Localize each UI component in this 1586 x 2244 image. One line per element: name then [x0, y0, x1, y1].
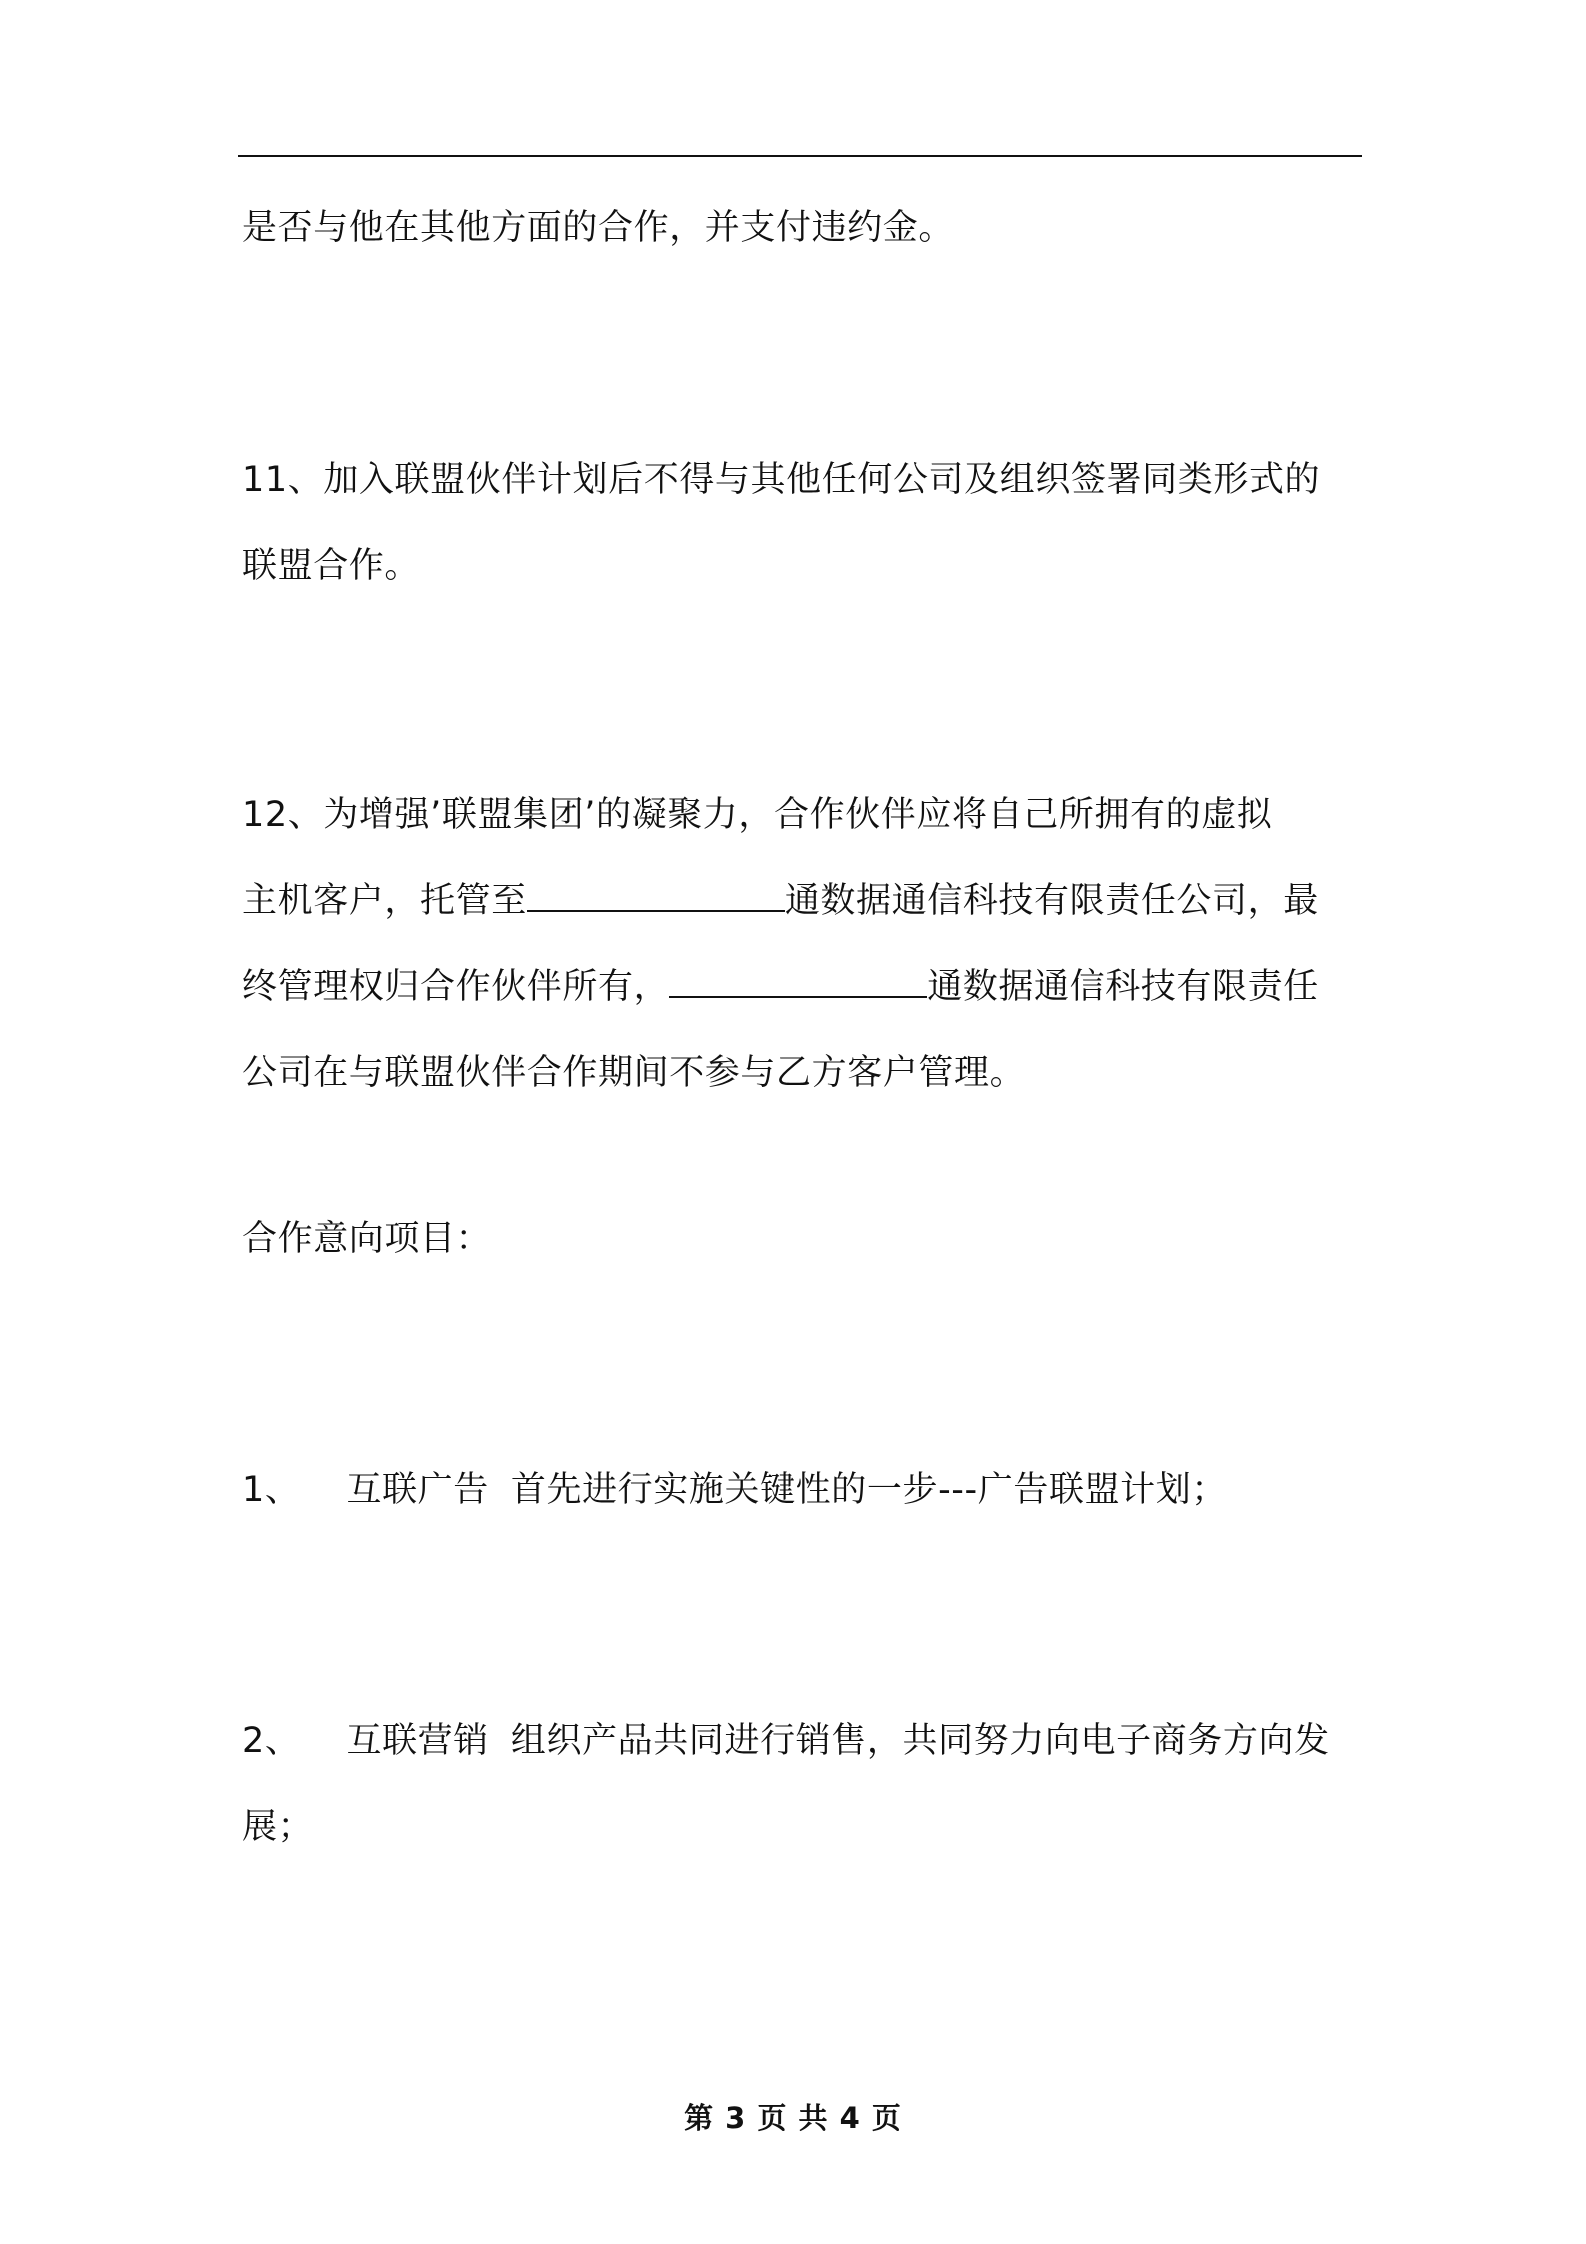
item-1-line [242, 1447, 1362, 1533]
fill-in-blank [527, 880, 785, 912]
clause-12-line-2-end: 通数据通信科技有限责任公司，最 [784, 881, 1319, 921]
clause-11-line-2: 联盟合作。 [242, 546, 421, 586]
clause-12-line-3-start: 终管理权归合作伙伴所有， [242, 967, 670, 1007]
list-item [242, 1698, 1362, 1870]
clause-12 [242, 772, 1362, 1116]
header-rule [238, 155, 1362, 157]
section-heading-text: 合作意向项目： [242, 1219, 492, 1259]
item-number: 2、 [242, 1721, 301, 1761]
clause-12-line-1: 12、为增强’联盟集团’的凝聚力，合作伙伴应将自己所拥有的虚拟 [242, 795, 1273, 835]
item-2-line-2: 展； [242, 1807, 314, 1847]
item-number: 1、 [242, 1470, 301, 1510]
fill-in-blank [669, 966, 927, 998]
clause-12-line-2-start: 主机客户，托管至 [242, 881, 527, 921]
item-text: 首先进行实施关键性的一步---广告联盟计划； [510, 1470, 1227, 1510]
item-name: 互联广告 [346, 1470, 489, 1510]
page-number-footer: 第 3 页 共 4 页 [684, 2101, 902, 2135]
clause-12-line-2 [242, 858, 1362, 944]
clause-12-line-3-end: 通数据通信科技有限责任 [927, 967, 1319, 1007]
intro-line: 是否与他在其他方面的合作，并支付违约金。 [242, 208, 955, 248]
intro-paragraph [242, 185, 1362, 271]
clause-11 [242, 437, 1362, 609]
clause-12-line-3 [242, 944, 1362, 1030]
section-heading [242, 1196, 1362, 1282]
item-2-line-1 [242, 1698, 1362, 1784]
item-text: 组织产品共同进行销售，共同努力向电子商务方向发 [510, 1721, 1330, 1761]
item-name: 互联营销 [346, 1721, 489, 1761]
clause-11-line-1: 11、加入联盟伙伴计划后不得与其他任何公司及组织签署同类形式的 [242, 460, 1321, 500]
list-item [242, 1447, 1362, 1533]
clause-12-line-4: 公司在与联盟伙伴合作期间不参与乙方客户管理。 [242, 1053, 1026, 1093]
